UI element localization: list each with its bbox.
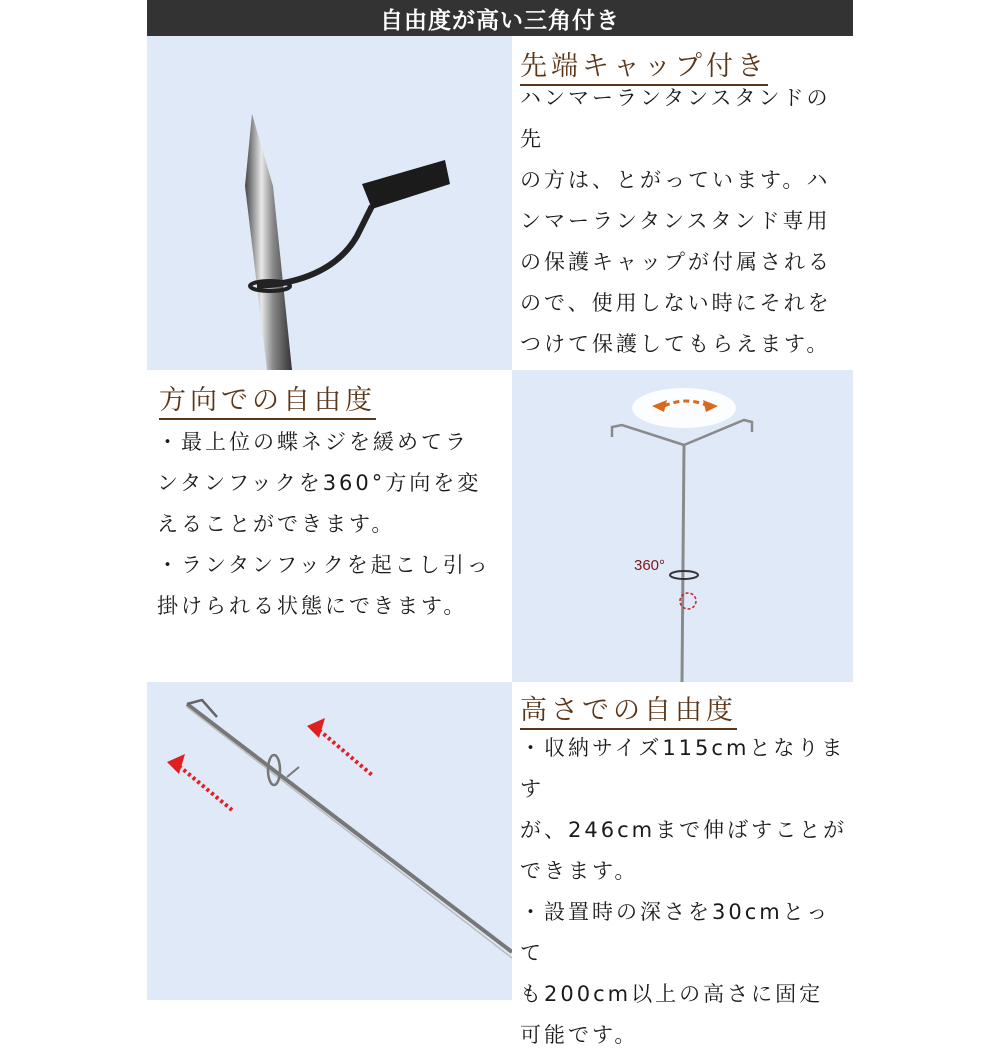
cap-line: の方は、とがっています。ハ bbox=[520, 168, 831, 192]
extension-photo bbox=[147, 682, 512, 1000]
cap-line: ので、使用しない時にそれを bbox=[520, 291, 832, 315]
direction-description bbox=[157, 422, 491, 627]
rod-spike bbox=[245, 114, 292, 370]
extended-pole bbox=[187, 704, 512, 952]
stand-rotation-photo bbox=[512, 370, 853, 682]
stand-pole bbox=[682, 445, 684, 682]
direction-line: えることができます。 bbox=[157, 512, 396, 536]
height-text-panel bbox=[512, 682, 853, 1047]
height-line: ・設置時の深さを30cmとって bbox=[520, 900, 831, 965]
height-heading: 高さでの自由度 bbox=[520, 688, 737, 730]
height-line: も200cm以上の高さに固定 bbox=[520, 982, 824, 1006]
direction-text-panel bbox=[147, 370, 512, 682]
cap-photo bbox=[147, 36, 512, 370]
cap-description bbox=[520, 78, 853, 365]
cap-line: の保護キャップが付属される bbox=[520, 250, 832, 274]
cap-line: ンマーランタンスタンド専用 bbox=[520, 209, 831, 233]
direction-line: ・最上位の蝶ネジを緩めてラ bbox=[157, 430, 469, 454]
cap-icon bbox=[362, 160, 450, 209]
cap-line: ハンマーランタンスタンドの先 bbox=[520, 86, 831, 151]
height-line: できます。 bbox=[520, 859, 639, 883]
direction-line: ンタンフックを360°方向を変 bbox=[157, 471, 482, 495]
cap-heading: 先端キャップ付き bbox=[520, 44, 768, 86]
direction-line: 掛けられる状態にできます。 bbox=[157, 594, 468, 618]
height-line: 可能です。 bbox=[520, 1023, 639, 1047]
cap-line: つけて保護してもらえます。 bbox=[520, 332, 831, 356]
height-description bbox=[520, 728, 853, 1056]
rotation-label: 360° bbox=[634, 557, 666, 574]
direction-line: ・ランタンフックを起こし引っ bbox=[157, 553, 491, 577]
height-line: が、246cmまで伸ばすことが bbox=[520, 818, 848, 842]
banner-title: 自由度が高い三角付き bbox=[147, 0, 853, 36]
cap-text-panel bbox=[512, 36, 853, 370]
height-line: ・収納サイズ115cmとなります bbox=[520, 736, 846, 801]
direction-heading: 方向での自由度 bbox=[159, 378, 376, 420]
